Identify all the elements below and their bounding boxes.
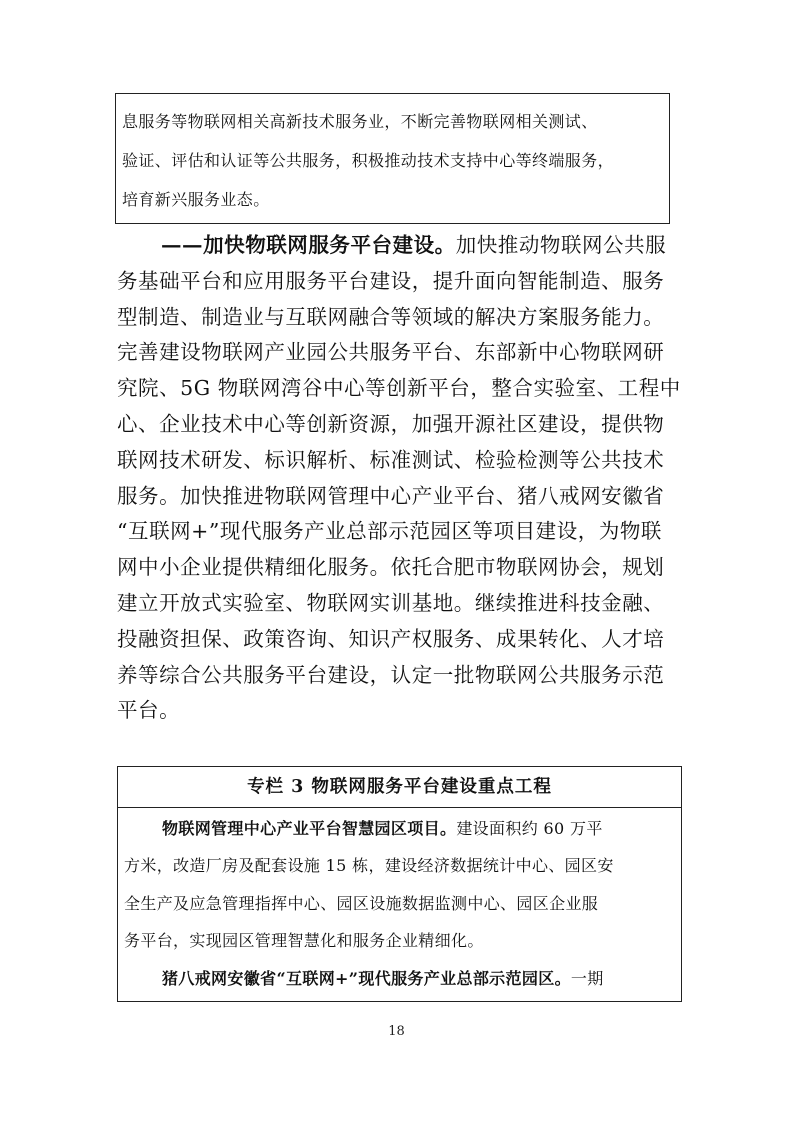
paragraph-line: 网中小企业提供精细化服务。依托合肥市物联网协会，规划	[117, 555, 665, 580]
paragraph-line: 完善建设物联网产业园公共服务平台、东部新中心物联网研	[117, 340, 665, 365]
box-text-line: 验证、评估和认证等公共服务，积极推动技术支持中心等终端服务，	[122, 151, 615, 170]
paragraph-line: 型制造、制造业与互联网融合等领域的解决方案服务能力。	[117, 304, 665, 329]
paragraph-line: 建立开放式实验室、物联网实训基地。继续推进科技金融、	[117, 590, 665, 615]
box-paragraph-first-line	[124, 810, 681, 847]
project-text: 建设面积约 60 万平	[456, 819, 603, 838]
feature-box	[117, 766, 682, 1002]
paragraph-line: 服务。加快推进物联网管理中心产业平台、猪八戒网安徽省	[117, 483, 665, 508]
page-number: 18	[388, 1024, 405, 1039]
box-paragraph-first-line	[124, 960, 681, 997]
continued-text-box	[115, 93, 670, 224]
project-title: 猪八戒网安徽省“互联网+”现代服务产业总部示范园区。	[162, 968, 571, 988]
paragraph-heading: ——加快物联网服务平台建设。	[161, 233, 456, 257]
paragraph-line: “互联网+”现代服务产业总部示范园区等项目建设，为物联	[117, 519, 662, 544]
paragraph-line: 投融资担保、政策咨询、知识产权服务、成果转化、人才培	[117, 626, 665, 651]
paragraph-line: 养等综合公共服务平台建设，认定一批物联网公共服务示范	[117, 662, 665, 687]
box-paragraph-line: 务平台，实现园区管理智慧化和服务企业精细化。	[124, 931, 484, 951]
project-title: 物联网管理中心产业平台智慧园区项目。	[162, 819, 457, 838]
box-paragraph-line: 全生产及应急管理指挥中心、园区设施数据监测中心、园区企业服	[124, 893, 599, 913]
feature-box-content	[118, 808, 681, 997]
box-paragraph-line: 方米，改造厂房及配套设施 15 栋，建设经济数据统计中心、园区安	[124, 856, 614, 876]
body-paragraph	[117, 228, 683, 729]
feature-box-title: 专栏 3 物联网服务平台建设重点工程	[118, 767, 681, 808]
paragraph-first-line	[117, 228, 683, 264]
project-text: 一期	[570, 968, 604, 988]
paragraph-line: 究院、5G 物联网湾谷中心等创新平台，整合实验室、工程中	[117, 376, 681, 401]
paragraph-line: 平台。	[117, 698, 181, 723]
paragraph-text: 加快推动物联网公共服	[455, 233, 667, 257]
box-text-line: 息服务等物联网相关高新技术服务业，不断完善物联网相关测试、	[122, 112, 598, 131]
paragraph-line: 联网技术研发、标识解析、标准测试、检验检测等公共技术	[117, 447, 665, 472]
paragraph-line: 务基础平台和应用服务平台建设，提升面向智能制造、服务	[117, 268, 665, 293]
box-text-line: 培育新兴服务业态。	[122, 190, 270, 209]
paragraph-line: 心、企业技术中心等创新资源，加强开源社区建设，提供物	[117, 411, 665, 436]
